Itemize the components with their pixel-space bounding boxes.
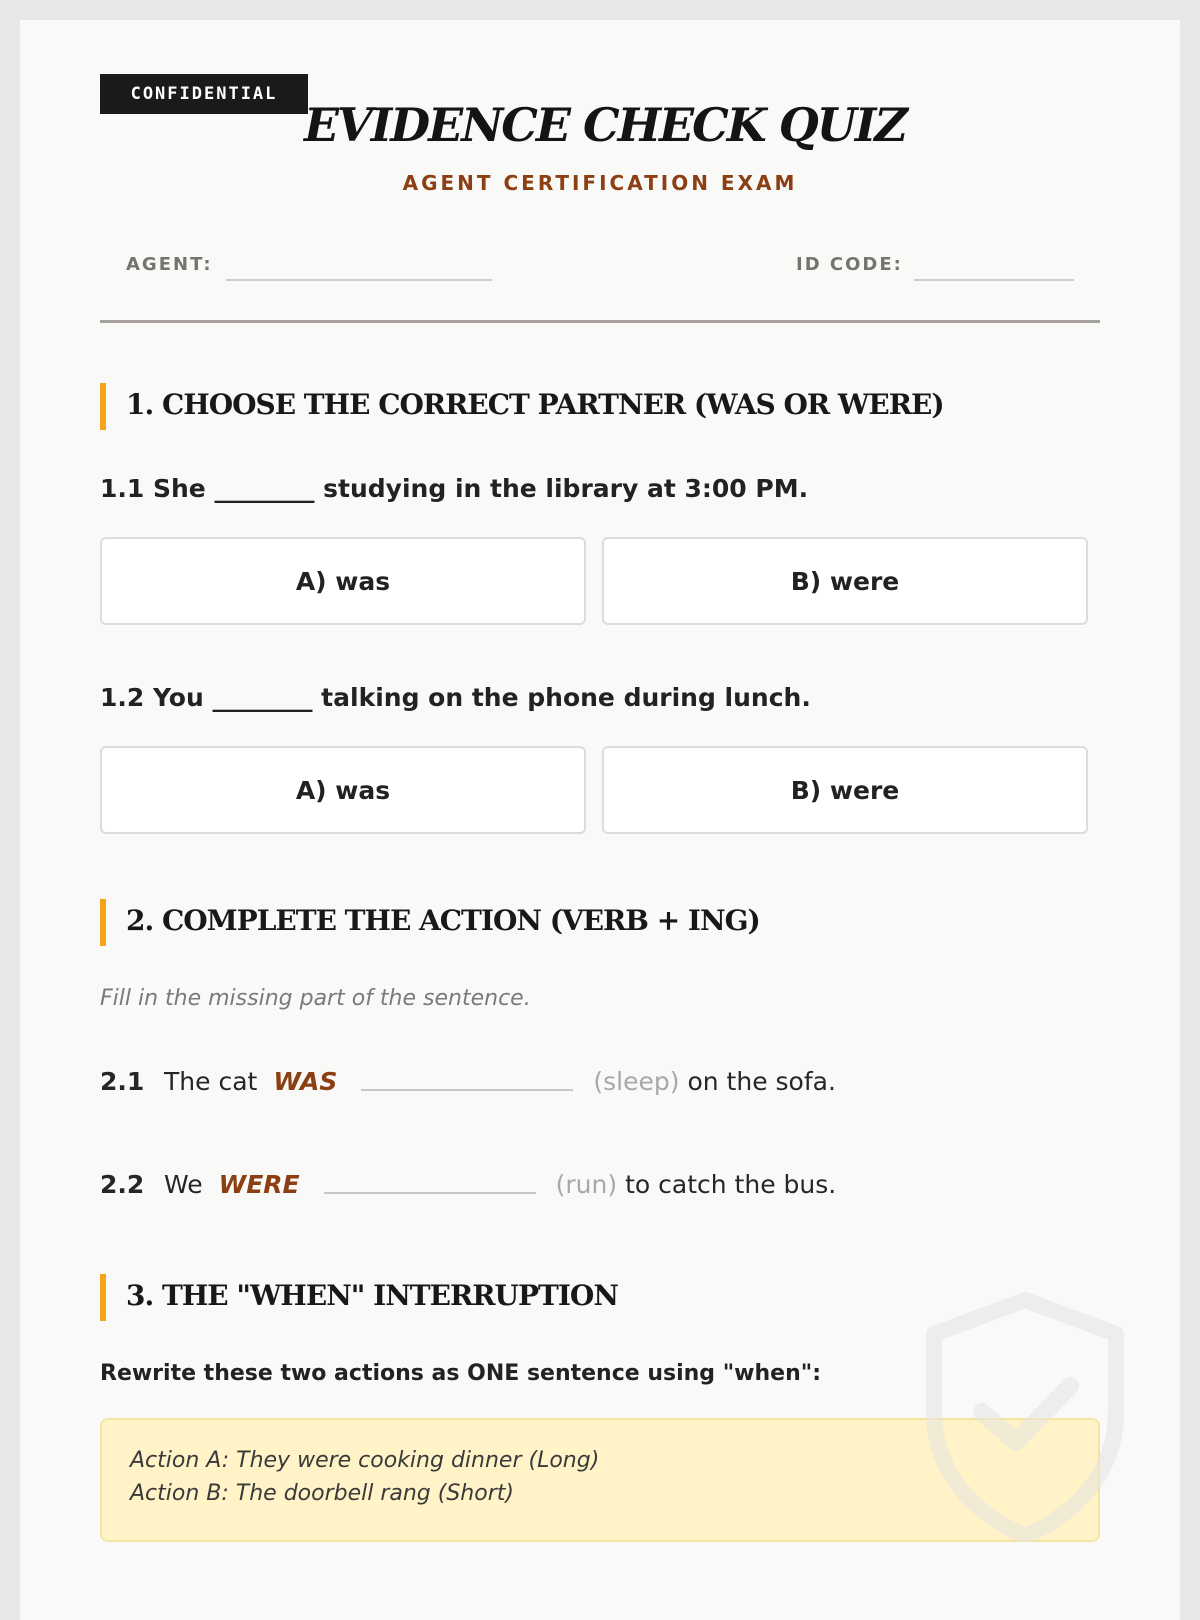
section-3-instruction: Rewrite these two actions as ONE sentence using "when": — [100, 1361, 821, 1386]
fill-item-number: 2.1 — [100, 1067, 145, 1096]
section-2-title: 2. COMPLETE THE ACTION (VERB + ING) — [126, 904, 760, 937]
section-2-accent-bar — [100, 899, 106, 946]
fill-item-hint: (run) — [555, 1170, 618, 1199]
section-1-accent-bar — [100, 383, 106, 430]
agent-name-field[interactable] — [226, 279, 492, 281]
agent-label: AGENT: — [126, 254, 213, 275]
shield-check-icon — [918, 1292, 1132, 1542]
header-divider — [100, 320, 1100, 323]
fill-item-before: We — [164, 1170, 203, 1199]
page-subtitle: AGENT CERTIFICATION EXAM — [402, 171, 798, 195]
question-1-1-option-a[interactable]: A) was — [100, 537, 586, 625]
fill-item-after: on the sofa. — [687, 1067, 836, 1096]
section-3-accent-bar — [100, 1274, 106, 1321]
question-1-2-option-b[interactable]: B) were — [602, 746, 1088, 834]
action-b: Action B: The doorbell rang (Short) — [130, 1481, 514, 1506]
question-1-1-option-b[interactable]: B) were — [602, 537, 1088, 625]
section-3-title: 3. THE "WHEN" INTERRUPTION — [126, 1279, 618, 1312]
quiz-page — [20, 20, 1180, 1620]
fill-item-2-1 — [100, 1067, 836, 1096]
fill-item-2-2 — [100, 1170, 836, 1199]
question-1-2-option-a[interactable]: A) was — [100, 746, 586, 834]
section-1-title: 1. CHOOSE THE CORRECT PARTNER (WAS OR WERE) — [126, 388, 944, 421]
section-2-instruction: Fill in the missing part of the sentence. — [100, 986, 531, 1011]
id-code-label: ID CODE: — [796, 254, 903, 275]
fill-item-answer-field[interactable] — [324, 1192, 536, 1194]
fill-item-hint: (sleep) — [593, 1067, 680, 1096]
fill-item-verb: WERE — [218, 1170, 300, 1199]
id-code-field[interactable] — [914, 279, 1074, 281]
action-a: Action A: They were cooking dinner (Long) — [130, 1448, 600, 1473]
fill-item-verb: WAS — [273, 1067, 338, 1096]
question-1-1: 1.1 She ________ studying in the library at 3:00 PM. — [100, 474, 809, 503]
fill-item-number: 2.2 — [100, 1170, 145, 1199]
fill-item-after: to catch the bus. — [625, 1170, 837, 1199]
fill-item-answer-field[interactable] — [361, 1089, 573, 1091]
page-title: EVIDENCE CHECK QUIZ — [304, 98, 906, 152]
confidential-badge: CONFIDENTIAL — [100, 74, 308, 114]
question-1-2: 1.2 You ________ talking on the phone during lunch. — [100, 683, 811, 712]
fill-item-before: The cat — [164, 1067, 258, 1096]
